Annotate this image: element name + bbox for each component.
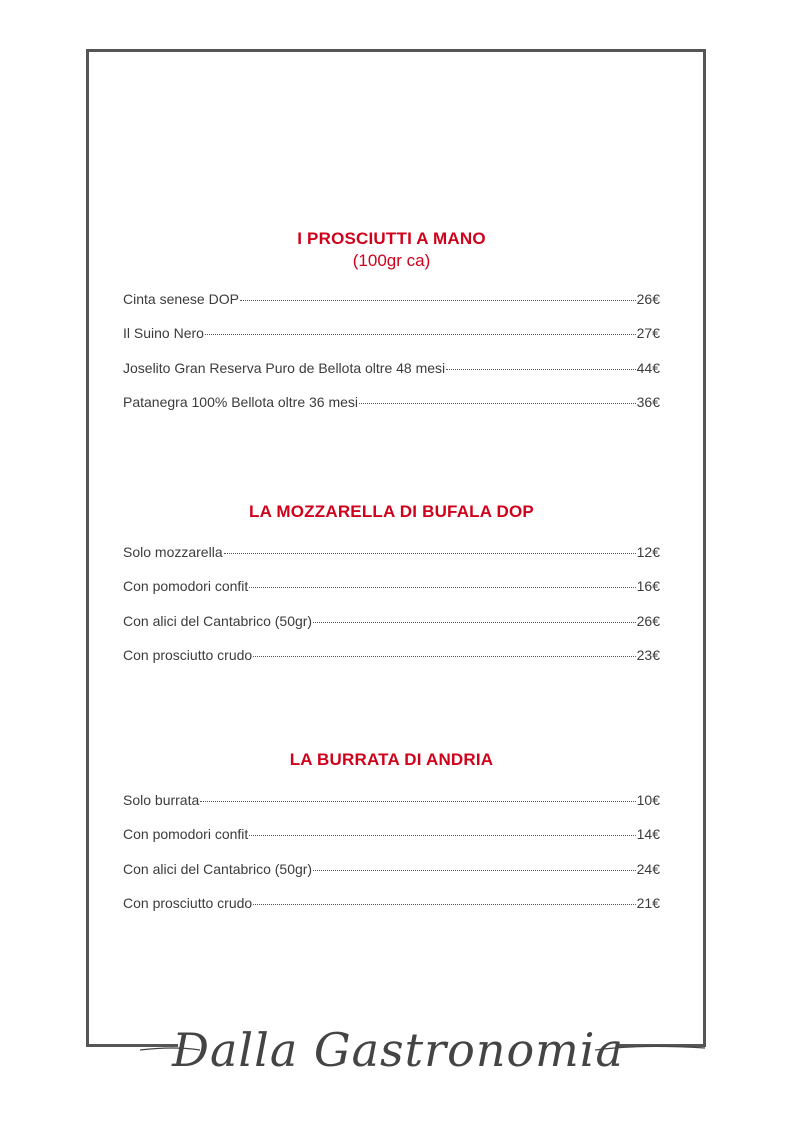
menu-item — [123, 291, 660, 325]
item-name: Con prosciutto crudo — [123, 894, 253, 911]
menu-item — [123, 544, 660, 578]
menu-item — [123, 613, 660, 647]
item-price: 26€ — [636, 612, 660, 629]
dot-leader — [253, 656, 635, 657]
dot-leader — [313, 622, 636, 623]
dot-leader — [359, 403, 636, 404]
section-mozzarella — [123, 502, 660, 681]
dot-leader — [249, 835, 635, 836]
dot-leader — [205, 334, 636, 335]
section-title: I PROSCIUTTI A MANO — [297, 229, 486, 248]
item-name: Con pomodori confit — [123, 826, 249, 843]
item-name: Joselito Gran Reserva Puro de Bellota oltre 48 mesi — [123, 359, 446, 376]
menu-item — [123, 647, 660, 681]
footer-signature — [0, 1000, 793, 1110]
dot-leader — [224, 553, 636, 554]
menu-list — [123, 792, 660, 929]
dot-leader — [240, 300, 636, 301]
menu-item — [123, 578, 660, 612]
item-name: Con pomodori confit — [123, 578, 249, 595]
item-price: 26€ — [636, 291, 660, 307]
section-title: LA MOZZARELLA DI BUFALA DOP — [249, 502, 534, 521]
section-prosciutti — [123, 229, 660, 428]
dot-leader — [253, 904, 635, 905]
item-name: Con alici del Cantabrico (50gr) — [123, 612, 313, 629]
item-price: 16€ — [636, 578, 660, 595]
section-subtitle: (100gr ca) — [352, 251, 431, 270]
signature-text: Dalla Gastronomia — [172, 1023, 624, 1077]
dot-leader — [446, 369, 635, 370]
menu-item — [123, 861, 660, 895]
menu-item — [123, 360, 660, 394]
item-price: 12€ — [636, 544, 660, 560]
item-name: Il Suino Nero — [123, 325, 204, 342]
section-burrata — [123, 750, 660, 929]
item-price: 24€ — [636, 860, 660, 877]
item-price: 36€ — [636, 393, 660, 410]
menu-list — [123, 291, 660, 428]
section-title: LA BURRATA DI ANDRIA — [289, 750, 494, 769]
item-name: Con alici del Cantabrico (50gr) — [123, 860, 313, 877]
item-price: 23€ — [636, 646, 660, 663]
menu-item — [123, 325, 660, 359]
dot-leader — [249, 587, 635, 588]
item-name: Con prosciutto crudo — [123, 646, 253, 663]
item-price: 10€ — [636, 792, 660, 808]
item-price: 21€ — [636, 894, 660, 911]
item-price: 27€ — [636, 325, 660, 342]
menu-item — [123, 394, 660, 428]
item-price: 44€ — [636, 359, 660, 376]
item-price: 14€ — [636, 826, 660, 843]
item-name: Patanegra 100% Bellota oltre 36 mesi — [123, 393, 359, 410]
dot-leader — [313, 870, 636, 871]
menu-list — [123, 544, 660, 681]
item-name: Solo mozzarella — [123, 544, 223, 560]
item-name: Cinta senese DOP — [123, 291, 239, 307]
menu-item — [123, 895, 660, 929]
menu-item — [123, 792, 660, 826]
item-name: Solo burrata — [123, 792, 200, 808]
dot-leader — [200, 801, 635, 802]
menu-item — [123, 826, 660, 860]
